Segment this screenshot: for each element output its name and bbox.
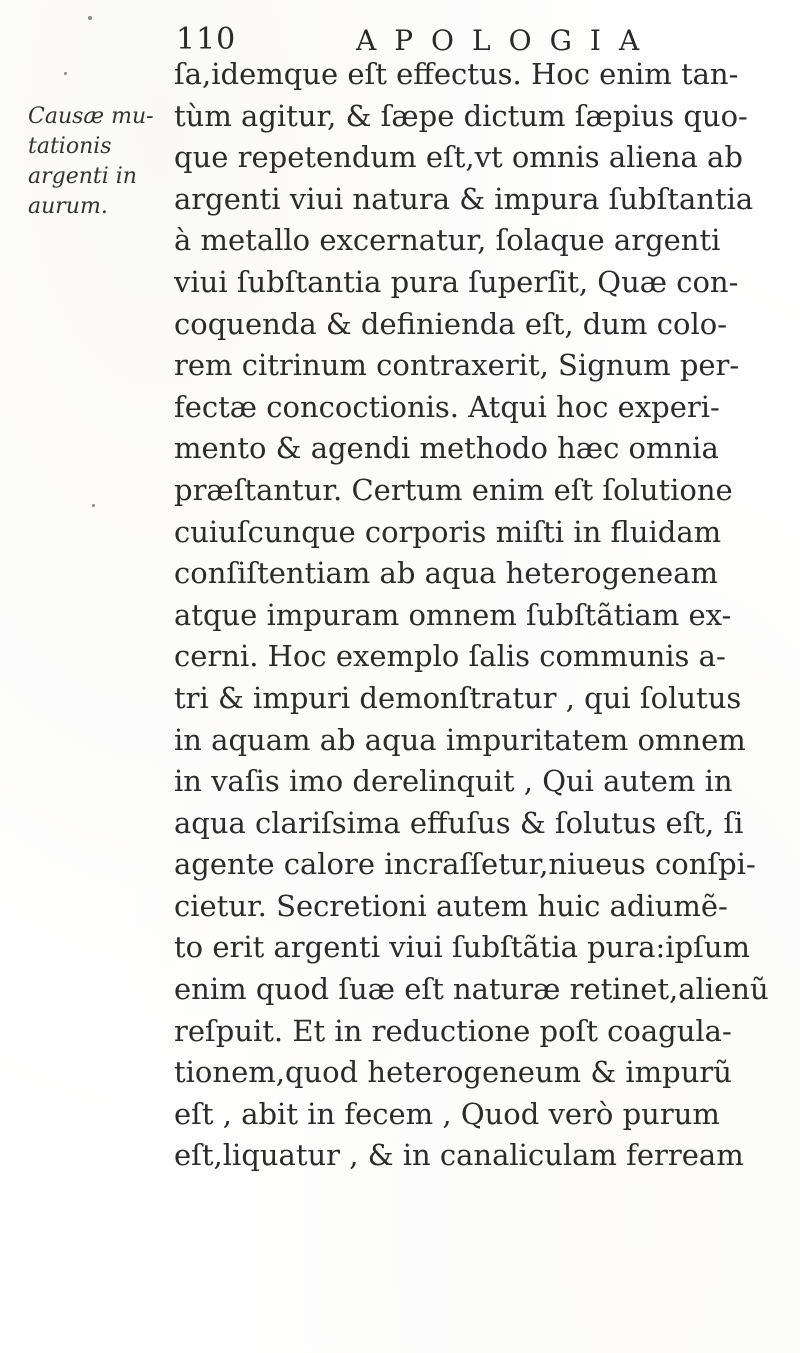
text-line: to erit argenti viui ſubſtãtia pura:ipſum	[174, 930, 751, 965]
text-line: que repetendum eſt,vt omnis aliena ab	[174, 140, 743, 175]
running-head: APOLOGIA	[356, 24, 658, 57]
text-line: mento & agendi methodo hæc omnia	[174, 431, 719, 466]
text-line: tri & impuri demonſtratur , qui ſolutus	[174, 680, 742, 715]
margin-note	[28, 102, 178, 222]
text-line: à metallo excernatur, ſolaque argenti	[174, 223, 721, 258]
text-line: fectæ concoctionis. Atqui hoc experi-	[174, 389, 720, 424]
text-line: tùm agitur, & ſæpe dictum ſæpius quo-	[174, 98, 748, 133]
text-line: præſtantur. Certum enim eſt ſolutione	[174, 472, 733, 507]
text-line: argenti viui natura & impura ſubſtantia	[174, 181, 754, 216]
paper-speck	[64, 72, 67, 75]
text-line: viui ſubſtantia pura ſuperſit, Quæ con-	[174, 264, 739, 299]
margin-note-line: Causæ mu-	[28, 104, 154, 129]
body-text	[174, 54, 784, 1177]
text-line: eſt,liquatur , & in canaliculam ferream	[174, 1138, 744, 1173]
text-line: conſiſtentiam ab aqua heterogeneam	[174, 556, 718, 591]
text-line: eſt , abit in fecem , Quod verò purum	[174, 1096, 720, 1131]
page-number: 110	[176, 22, 237, 57]
text-line: rem citrinum contraxerit, Signum per-	[174, 348, 740, 383]
text-line: reſpuit. Et in reductione poſt coagula-	[174, 1013, 732, 1048]
text-line: ſa,idemque eſt effectus. Hoc enim tan-	[174, 57, 739, 91]
text-line: cuiuſcunque corporis miſti in fluidam	[174, 514, 722, 549]
text-line: cietur. Secretioni autem huic adiumẽ-	[174, 888, 728, 923]
margin-note-line: aurum.	[28, 194, 108, 219]
text-line: atque impuram omnem ſubſtãtiam ex-	[174, 597, 732, 632]
text-line: enim quod ſuæ eſt naturæ retinet,alienũ	[174, 972, 769, 1007]
paper-speck	[88, 16, 92, 20]
text-line: aqua clariſsima effuſus & ſolutus eſt, ſi	[174, 805, 744, 840]
paper-speck	[92, 504, 95, 507]
text-line: cerni. Hoc exemplo ſalis communis a-	[174, 639, 726, 674]
text-line: in vaſis imo derelinquit , Qui autem in	[174, 764, 733, 799]
margin-note-line: tationis	[28, 134, 112, 159]
text-line: in aquam ab aqua impuritatem omnem	[174, 722, 746, 757]
margin-note-line: argenti in	[28, 164, 137, 189]
text-line: tionem,quod heterogeneum & impurũ	[174, 1055, 732, 1090]
text-line: coquenda & definienda eſt, dum colo-	[174, 306, 727, 341]
text-line: agente calore incraſſetur,niueus conſpi-	[174, 847, 756, 882]
